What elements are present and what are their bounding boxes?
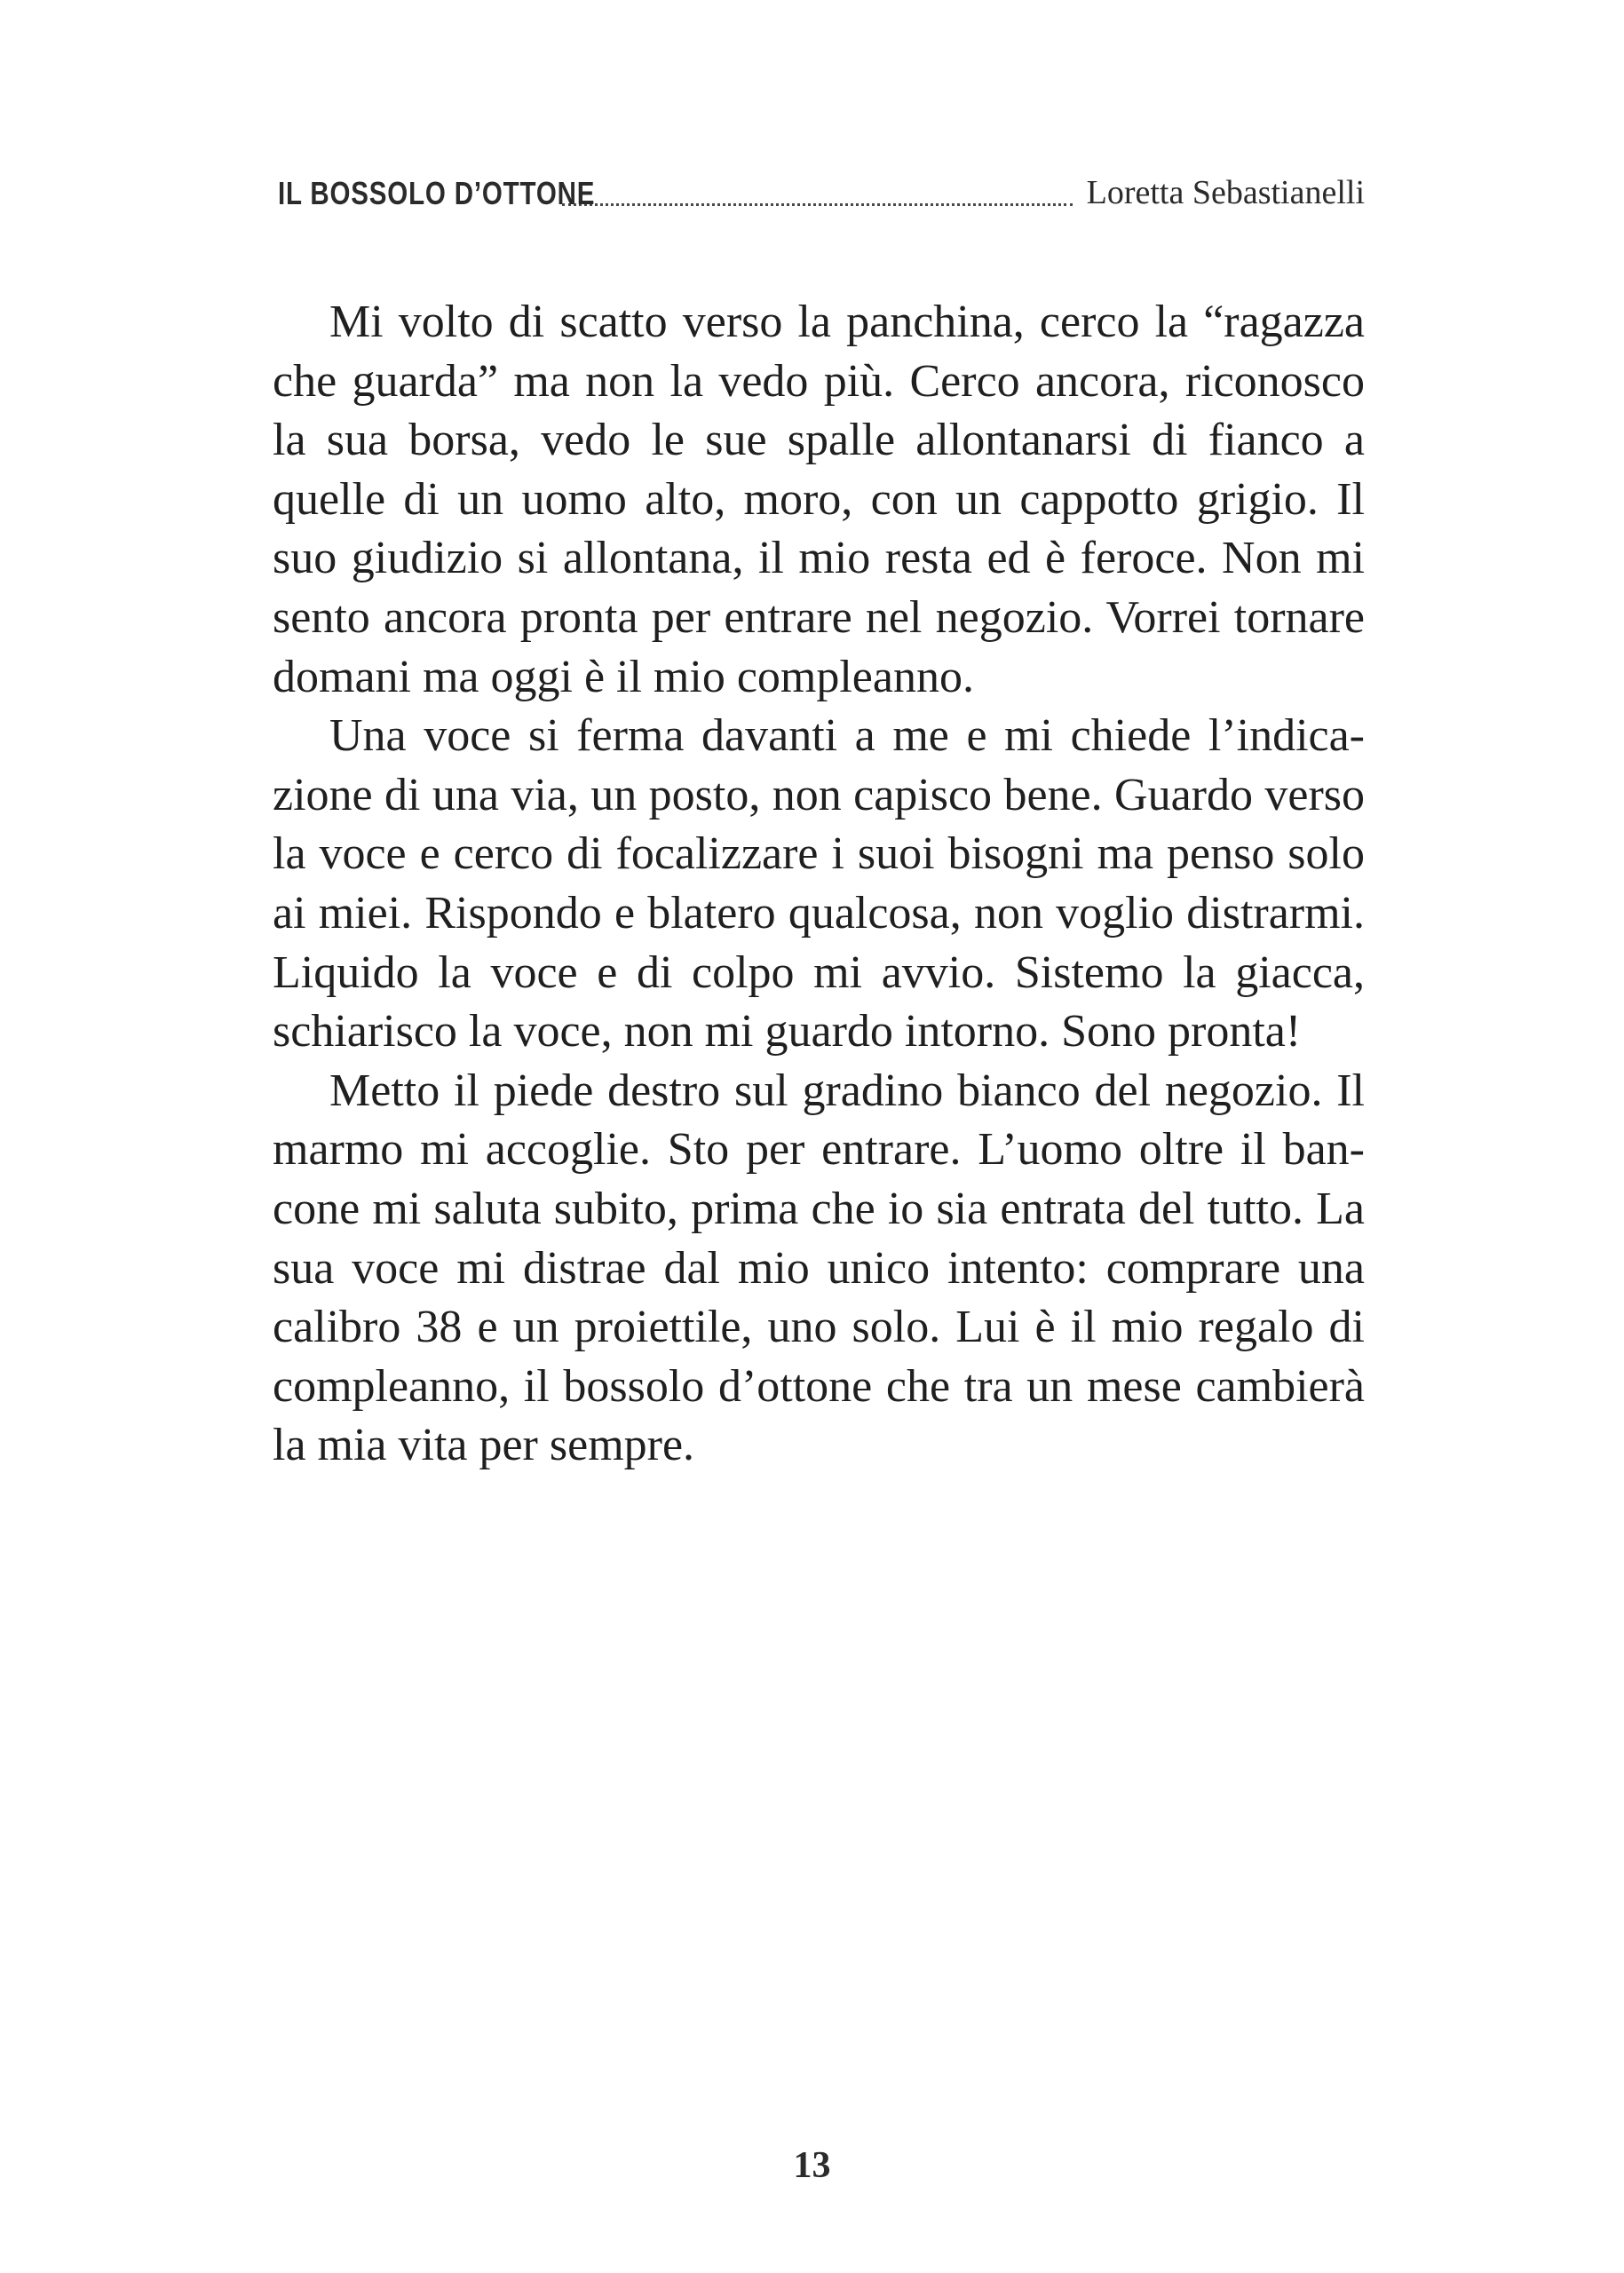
dot-leader [562,203,1073,206]
author-name: Loretta Sebastianelli [1086,174,1365,211]
book-title: IL BOSSOLO D’OTTONE [278,175,596,211]
body-text [273,293,1365,1476]
paragraph: Mi volto di scatto verso la panchina, cerco la “ragazza che guarda” ma non la vedo più. Cerco ancora, riconosco la sua borsa, vedo le sue spalle allontanarsi di fianco a quelle di un uomo alto, moro, con un cappotto grigio. Il suo giudizio si allontana, il mio resta ed è feroce. Non mi sento ancora pronta per entrare nel negozio. Vorrei tornare domani ma oggi è il mio compleanno. [273,297,1365,702]
running-head [278,156,1365,210]
page-number: 13 [793,2145,831,2186]
paragraph: Una voce si ferma davanti a me e mi chiede l’indicazione di una via, un posto, non capisco bene. Guardo verso la voce e cerco di focalizzare i suoi bisogni ma penso solo ai miei. Rispondo e blatero qualcosa, non voglio distrarmi. Liquido la voce e di colpo mi avvio. Sistemo la giacca, schiarisco la voce, non mi guardo intorno. Sono pronta! [273,710,1365,1057]
paragraph: Metto il piede destro sul gradino bianco del negozio. Il marmo mi accoglie. Sto per entrare. L’uomo oltre il bancone mi saluta subito, prima che io sia entrata del tutto. La sua voce mi distrae dal mio unico intento: comprare una calibro 38 e un proiettile, uno solo. Lui è il mio regalo di compleanno, il bossolo d’ottone che tra un mese cambierà la mia vita per sempre. [273,1065,1365,1471]
